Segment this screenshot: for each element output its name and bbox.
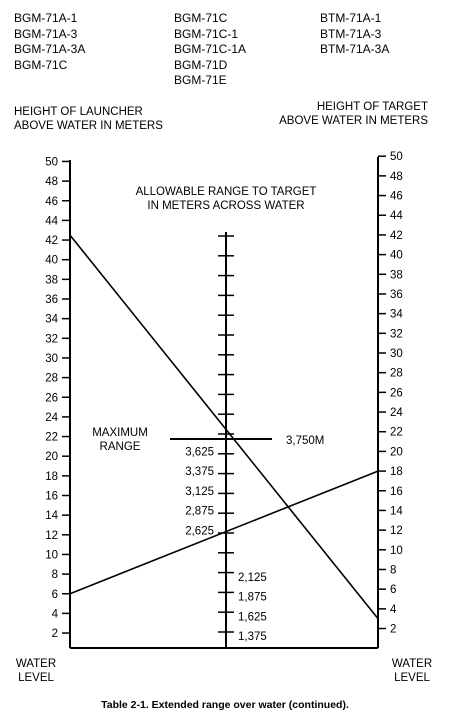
left-scale-label: 26	[45, 392, 58, 405]
example-isopleth	[70, 471, 378, 594]
right-scale-label: 44	[390, 210, 403, 223]
range-scale-label: 1,375	[238, 631, 267, 643]
left-scale-label: 30	[45, 352, 58, 365]
range-scale-label: 3,375	[185, 466, 214, 478]
right-scale-label: 26	[390, 387, 403, 400]
model-designation: BGM-71C-1	[174, 26, 239, 41]
left-scale-label: 50	[45, 156, 58, 169]
left-scale-label: 20	[45, 451, 58, 464]
right-scale-label: 32	[390, 328, 403, 341]
right-scale-label: 28	[390, 367, 403, 380]
right-scale-label: 46	[390, 190, 403, 203]
model-designation: BGM-71A-3A	[14, 42, 86, 56]
left-scale-label: 40	[45, 254, 58, 267]
right-scale-label: 38	[390, 269, 403, 282]
left-axis-header-line-2: ABOVE WATER IN METERS	[14, 120, 163, 132]
right-scale-label: 6	[390, 584, 397, 597]
left-scale-label: 42	[45, 235, 58, 248]
left-scale-label: 32	[45, 333, 58, 346]
right-scale-label: 36	[390, 288, 403, 301]
range-scale-label: 2,125	[238, 572, 267, 584]
left-axis-header-line-1: HEIGHT OF LAUNCHER	[14, 106, 143, 118]
left-scale-label: 8	[51, 569, 58, 582]
model-designation: BTM-71A-3A	[320, 42, 390, 56]
right-scale-label: 2	[390, 623, 397, 636]
left-scale-label: 6	[51, 588, 58, 601]
right-scale-label: 4	[390, 603, 397, 616]
model-designation: BGM-71A-3	[14, 26, 78, 41]
left-scale-label: 38	[45, 274, 58, 287]
water-level-left-line-1: WATER	[15, 658, 57, 670]
right-scale-label: 50	[390, 151, 403, 164]
right-scale-label: 48	[390, 170, 403, 183]
left-scale-label: 18	[45, 470, 58, 483]
model-designation: BTM-71A-1	[320, 11, 382, 25]
range-scale-label: 3,125	[185, 486, 214, 498]
range-scale-label: 2,875	[185, 505, 214, 518]
model-designation: BGM-71C	[174, 11, 228, 25]
range-scale-label: 1,625	[238, 611, 267, 624]
left-scale-label: 4	[51, 608, 58, 621]
max-range-value: 3,750M	[286, 435, 325, 447]
right-axis-header-line-1: HEIGHT OF TARGET	[316, 101, 428, 113]
left-scale-label: 12	[45, 529, 58, 542]
max-range-label-line-2: RANGE	[99, 441, 141, 453]
range-scale-label: 2,625	[185, 525, 214, 538]
left-scale-label: 14	[45, 510, 58, 523]
right-scale-label: 34	[390, 308, 403, 321]
right-scale-label: 10	[390, 544, 403, 557]
range-scale-label: 3,625	[185, 446, 214, 459]
center-header-line-2: IN METERS ACROSS WATER	[147, 200, 305, 212]
left-scale-label: 36	[45, 294, 58, 306]
right-scale-label: 8	[390, 564, 397, 577]
max-range-label-line-1: MAXIMUM	[92, 427, 148, 439]
left-scale-label: 48	[45, 176, 58, 189]
range-scale-label: 1,875	[238, 591, 267, 604]
right-scale-label: 42	[390, 229, 403, 242]
right-scale-label: 12	[390, 525, 403, 538]
water-level-left-line-2: LEVEL	[18, 672, 54, 684]
left-scale-label: 16	[45, 490, 58, 503]
model-designation: BGM-71C	[14, 57, 68, 72]
right-scale-label: 40	[390, 249, 403, 262]
center-header-line-1: ALLOWABLE RANGE TO TARGET	[135, 186, 317, 198]
right-scale-label: 22	[390, 426, 403, 439]
model-designation: BGM-71E	[174, 73, 227, 87]
water-level-right-line-2: LEVEL	[394, 672, 430, 684]
left-scale-label: 24	[45, 411, 58, 424]
right-scale-label: 24	[390, 407, 403, 420]
table-caption: Table 2-1. Extended range over water (continued).	[101, 699, 349, 711]
right-scale-label: 16	[390, 485, 403, 498]
left-scale-label: 34	[45, 313, 58, 326]
model-designation: BGM-71C-1A	[174, 42, 247, 56]
left-scale-label: 10	[45, 549, 58, 562]
left-scale-label: 2	[51, 628, 58, 641]
water-level-right-line-1: WATER	[391, 658, 433, 670]
left-scale-label: 46	[45, 195, 58, 208]
left-scale-label: 44	[45, 215, 58, 228]
right-scale-label: 30	[390, 348, 403, 360]
right-scale-label: 18	[390, 466, 403, 479]
right-scale-label: 14	[390, 505, 403, 518]
model-designation: BGM-71A-1	[14, 11, 78, 25]
left-scale-label: 28	[45, 372, 58, 385]
model-designation: BTM-71A-3	[320, 26, 382, 41]
left-scale-label: 22	[45, 431, 58, 444]
model-designation: BGM-71D	[174, 57, 228, 72]
right-axis-header-line-2: ABOVE WATER IN METERS	[279, 115, 428, 127]
right-scale-label: 20	[390, 446, 403, 459]
